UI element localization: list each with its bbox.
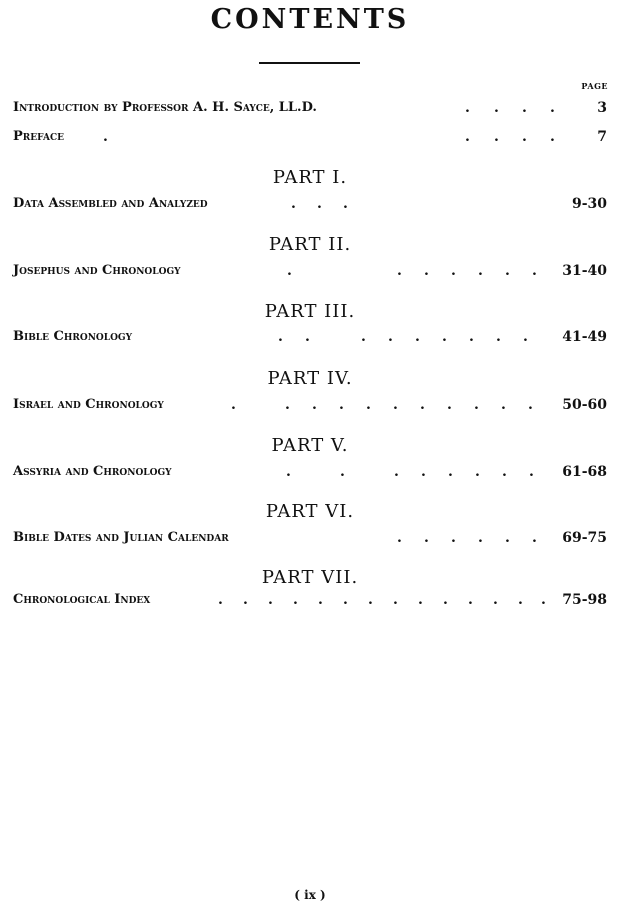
part-heading: PART VII. — [261, 567, 359, 588]
page-column-label: PAGE — [581, 81, 608, 91]
toc-entry-title: Bible Chronology — [13, 329, 133, 344]
toc-entry-title: Israel and Chronology — [13, 397, 164, 412]
page-title: CONTENTS — [210, 4, 410, 35]
toc-entry-title: Chronological Index — [13, 592, 151, 607]
toc-entry-page: 41-49 — [562, 329, 607, 345]
toc-entry-page: 31-40 — [562, 263, 607, 279]
toc-entry-page: 3 — [597, 100, 607, 116]
toc-entry-assyria[interactable]: Assyria and Chronology . . . . . . . . 61-68 — [13, 464, 607, 480]
toc-entry-page: 69-75 — [562, 530, 607, 546]
toc-entry-preface[interactable]: Preface . . . . . 7 — [13, 129, 607, 145]
toc-entry-page: 75-98 — [562, 592, 607, 608]
toc-entry-bible-chronology[interactable]: Bible Chronology . . . . . . . . . 41-49 — [13, 329, 607, 345]
toc-entry-data-assembled[interactable]: Data Assembled and Analyzed . . . 9-30 — [13, 196, 607, 212]
toc-entry-page: 9-30 — [571, 196, 607, 212]
toc-entry-josephus[interactable]: Josephus and Chronology . . . . . . . 31-40 — [13, 263, 607, 279]
part-heading: PART VI. — [265, 501, 355, 522]
part-heading: PART III. — [264, 301, 356, 322]
toc-entry-page: 50-60 — [562, 397, 607, 413]
toc-entry-index[interactable]: Chronological Index . . . . . . . . . . . . . . 75-98 — [13, 592, 607, 608]
toc-entry-title: Josephus and Chronology — [13, 263, 181, 278]
part-heading: PART IV. — [267, 368, 353, 389]
toc-entry-title: Introduction by Professor A. H. Sayce, LL.D. — [13, 100, 317, 115]
toc-entry-title: Preface — [13, 129, 64, 144]
toc-entry-introduction[interactable]: Introduction by Professor A. H. Sayce, LL.D. . . . . 3 — [13, 100, 607, 116]
title-rule — [259, 62, 360, 64]
part-heading: PART I. — [272, 167, 348, 188]
page-number: ( ix ) — [294, 888, 326, 902]
toc-entry-israel[interactable]: Israel and Chronology . . . . . . . . . . . 50-60 — [13, 397, 607, 413]
toc-entry-title: Data Assembled and Analyzed — [13, 196, 208, 211]
toc-entry-bible-dates[interactable]: Bible Dates and Julian Calendar . . . . . . 69-75 — [13, 530, 607, 546]
toc-entry-page: 61-68 — [562, 464, 607, 480]
toc-entry-title: Assyria and Chronology — [13, 464, 172, 479]
toc-entry-page: 7 — [597, 129, 607, 145]
toc-entry-title: Bible Dates and Julian Calendar — [13, 530, 229, 545]
part-heading: PART II. — [268, 234, 352, 255]
part-heading: PART V. — [271, 435, 349, 456]
